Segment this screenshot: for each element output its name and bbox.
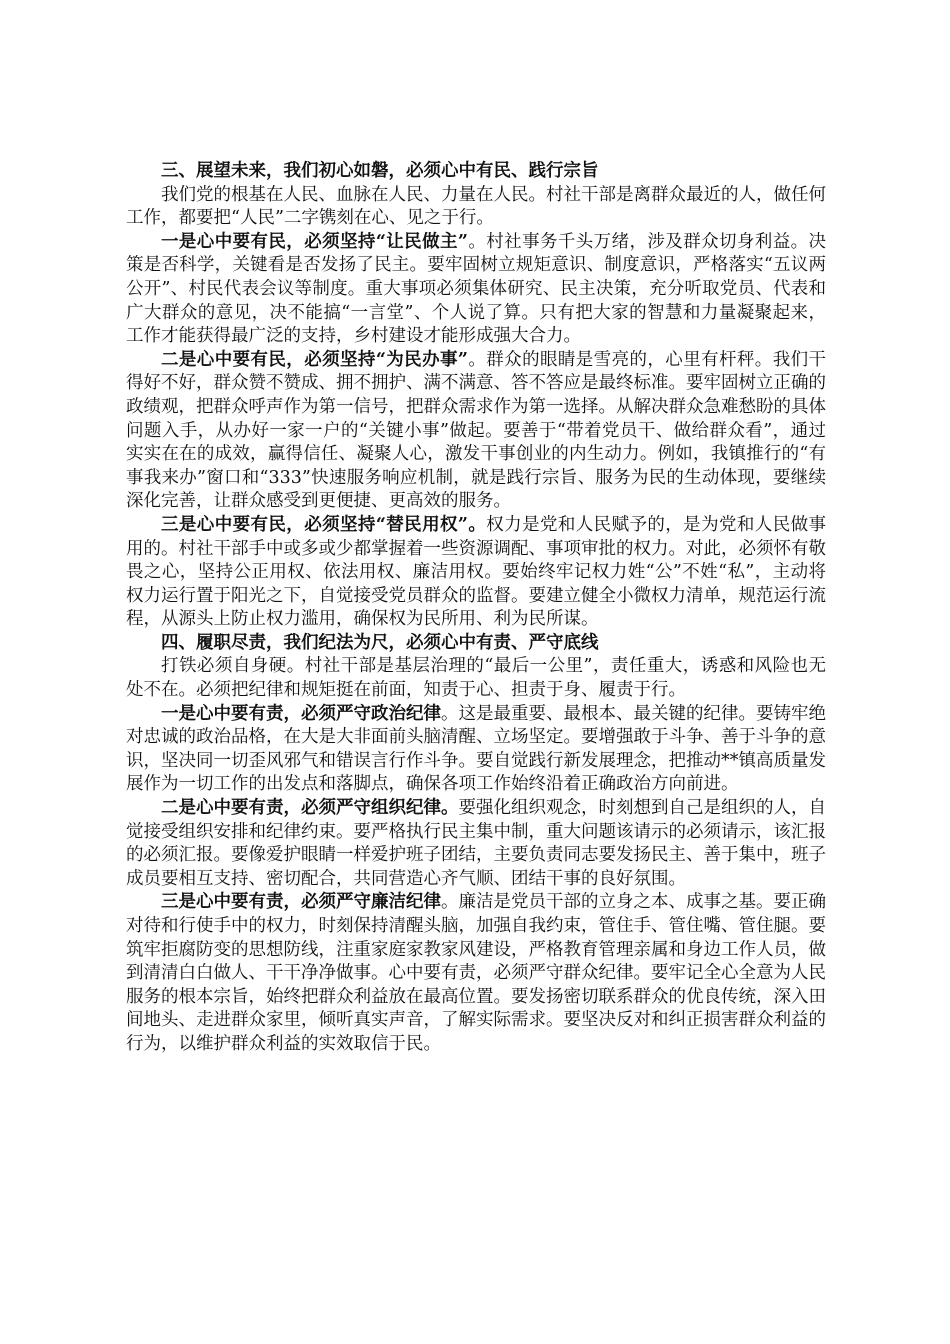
paragraph bbox=[126, 797, 826, 891]
paragraph-body: 要强化组织观念，时刻想到自己是组织的人，自觉接受组织安排和纪律约束。要严格执行民主集中制，重大问题该请示的必须请示，该汇报的必须汇报。要像爱护眼睛一样爱护班子团结，主要负责同志要发扬民主、善于集中，班子成员要相互支持、密切配合，共同营造心齐气顺、团结干事的良好氛围。 bbox=[126, 798, 826, 889]
section-heading: 四、履职尽责，我们纪法为尺，必须心中有责、严守底线 bbox=[161, 632, 599, 653]
paragraph-lead: 一是心中要有责，必须严守政治纪律 bbox=[161, 703, 441, 724]
paragraph bbox=[126, 231, 826, 349]
paragraph bbox=[126, 514, 826, 632]
section-heading: 三、展望未来，我们初心如磐，必须心中有民、践行宗旨 bbox=[161, 161, 599, 181]
paragraph bbox=[126, 703, 826, 797]
paragraph-body: 。群众的眼睛是雪亮的，心里有杆秤。我们干得好不好，群众赞不赞成、拥不拥护、满不满意、答不答应是最终标准。要牢固树立正确的政绩观，把群众呼声作为第一信号，把群众需求作为第一选择。从解决群众急难愁盼的具体问题入手，从办好一家一户的“关键小事”做起。要善于“带着党员干、做给群众看”，通过实实在在的成效，赢得信任、凝聚人心，激发干事创业的内生动力。例如，我镇推行的“有事我来办”窗口和“333”快速服务响应机制，就是践行宗旨、服务为民的生动体现，要继续深化完善，让群众感受到更便捷、更高效的服务。 bbox=[126, 349, 826, 512]
paragraph-lead: 二是心中要有责，必须严守组织纪律。 bbox=[161, 798, 459, 819]
section-intro: 打铁必须自身硬。村社干部是基层治理的“最后一公里”，责任重大，诱惑和风险也无处不在。必须把纪律和规矩挺在前面，知责于心、担责于身、履责于行。 bbox=[126, 656, 826, 701]
paragraph bbox=[126, 349, 826, 514]
paragraph bbox=[126, 891, 826, 1056]
paragraph-body: 。廉洁是党员干部的立身之本、成事之基。要正确对待和行使手中的权力，时刻保持清醒头脑，加强自我约束，管住手、管住嘴、管住腿。要筑牢拒腐防变的思想防线，注重家庭家教家风建设，严格教育管理亲属和身边工作人员，做到清清白白做人、干干净净做事。心中要有责，必须严守群众纪律。要牢记全心全意为人民服务的根本宗旨，始终把群众利益放在最高位置。要发扬密切联系群众的优良传统，深入田间地头、走进群众家里，倾听真实声音，了解实际需求。要坚决反对和纠正损害群众利益的行为，以维护群众利益的实效取信于民。 bbox=[126, 892, 826, 1054]
paragraph-lead: 一是心中要有民，必须坚持“让民做主” bbox=[161, 231, 468, 252]
paragraph-lead: 三是心中要有责，必须严守廉洁纪律 bbox=[161, 892, 441, 913]
paragraph-lead: 二是心中要有民，必须坚持“为民办事” bbox=[161, 349, 468, 370]
document-page bbox=[126, 160, 826, 1057]
paragraph-body: 。村社事务千头万绪，涉及群众切身利益。决策是否科学，关键看是否发扬了民主。要牢固树立规矩意识、制度意识，严格落实“五议两公开”、村民代表会议等制度。重大事项必须集体研究、民主决策，充分听取党员、代表和广大群众的意见，决不能搞“一言堂”、个人说了算。只有把大家的智慧和力量凝聚起来，工作才能获得最广泛的支持，乡村建设才能形成强大合力。 bbox=[126, 231, 826, 347]
paragraph-body: 。这是最重要、最根本、最关键的纪律。要铸牢绝对忠诚的政治品格，在大是大非面前头脑清醒、立场坚定。要增强敢于斗争、善于斗争的意识，坚决同一切歪风邪气和错误言行作斗争。要自觉践行新发展理念，把推动**镇高质量发展作为一切工作的出发点和落脚点，确保各项工作始终沿着正确政治方向前进。 bbox=[126, 703, 826, 795]
paragraph-body: 权力是党和人民赋予的，是为党和人民做事用的。村社干部手中或多或少都掌握着一些资源调配、事项审批的权力。对此，必须怀有敬畏之心，坚持公正用权、依法用权、廉洁用权。要始终牢记权力姓“公”不姓“私”，主动将权力运行置于阳光之下，自觉接受党员群众的监督。要建立健全小微权力清单，规范运行流程，从源头上防止权力滥用，确保权为民所用、利为民所谋。 bbox=[126, 514, 826, 630]
section-intro: 我们党的根基在人民、血脉在人民、力量在人民。村社干部是离群众最近的人，做任何工作，都要把“人民”二字镌刻在心、见之于行。 bbox=[126, 184, 826, 229]
paragraph-lead: 三是心中要有民，必须坚持“替民用权”。 bbox=[161, 514, 487, 535]
